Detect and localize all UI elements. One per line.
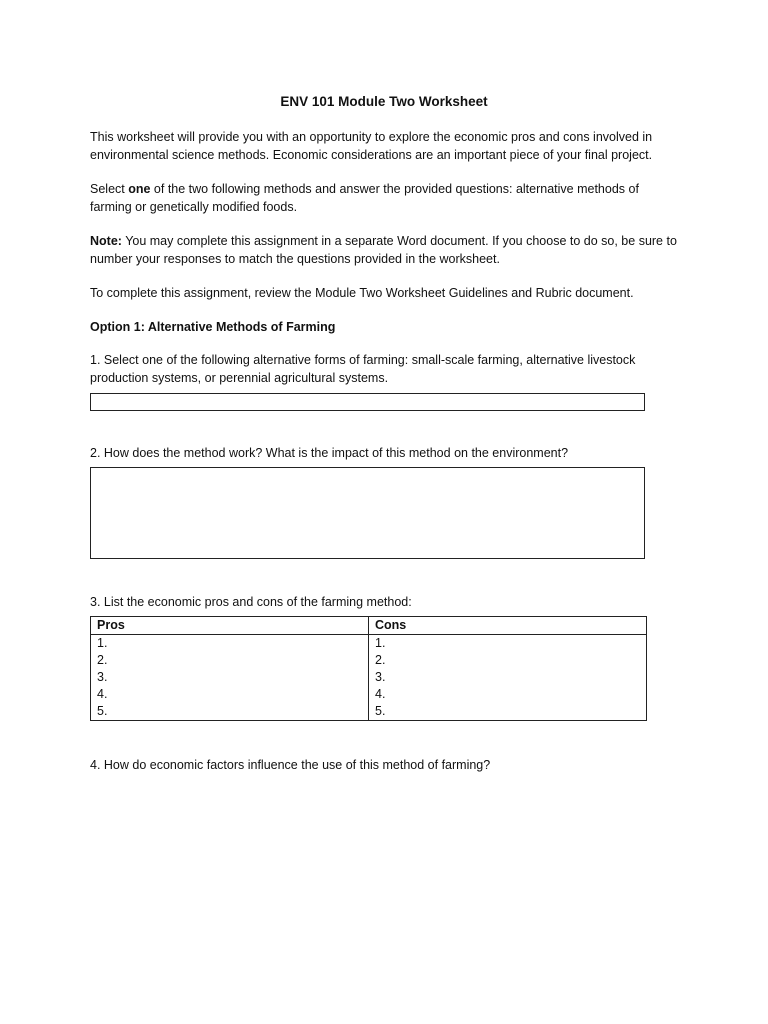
pros-header: Pros — [91, 617, 369, 635]
pros-item: 1. — [97, 636, 108, 650]
question-4: 4. How do economic factors influence the use of this method of farming? — [90, 758, 491, 772]
pros-item: 2. — [97, 653, 108, 667]
question-3: 3. List the economic pros and cons of the farming method: — [90, 595, 412, 609]
cons-item: 4. — [375, 687, 386, 701]
question-1: 1. Select one of the following alternative forms of farming: small-scale farming, alternative livestock production systems, or perennial agricultural systems. — [90, 353, 636, 385]
pros-cell[interactable] — [91, 635, 369, 721]
cons-header: Cons — [369, 617, 647, 635]
cons-item: 1. — [375, 636, 386, 650]
answer-box-2[interactable] — [90, 467, 645, 559]
table-row — [91, 635, 647, 721]
select-paragraph — [90, 180, 678, 216]
select-text-before: Select — [90, 182, 129, 196]
page-title: ENV 101 Module Two Worksheet — [280, 94, 488, 109]
question-2: 2. How does the method work? What is the impact of this method on the environment? — [90, 446, 569, 460]
pros-item: 4. — [97, 687, 108, 701]
pros-item: 3. — [97, 670, 108, 684]
cons-item: 2. — [375, 653, 386, 667]
cons-item: 5. — [375, 704, 386, 718]
intro-paragraph: This worksheet will provide you with an opportunity to explore the economic pros and cons involved in environmental science methods. Economic considerations are an important piece of your final project. — [90, 130, 653, 162]
cons-item: 3. — [375, 670, 386, 684]
select-text-emphasis: one — [128, 182, 151, 196]
note-label: Note: — [90, 234, 122, 248]
answer-box-1[interactable] — [90, 393, 645, 411]
cons-cell[interactable] — [369, 635, 647, 721]
note-text: You may complete this assignment in a separate Word document. If you choose to do so, be sure to number your responses to match the questions provided in the worksheet. — [90, 234, 677, 266]
select-text-after: of the two following methods and answer the provided questions: alternative methods of farming or genetically modified foods. — [90, 182, 639, 214]
option-heading: Option 1: Alternative Methods of Farming — [90, 320, 336, 334]
pros-cons-table — [90, 616, 647, 721]
table-header-row — [91, 617, 647, 635]
note-paragraph — [90, 232, 678, 268]
instructions-paragraph: To complete this assignment, review the Module Two Worksheet Guidelines and Rubric document. — [90, 286, 634, 300]
pros-item: 5. — [97, 704, 108, 718]
